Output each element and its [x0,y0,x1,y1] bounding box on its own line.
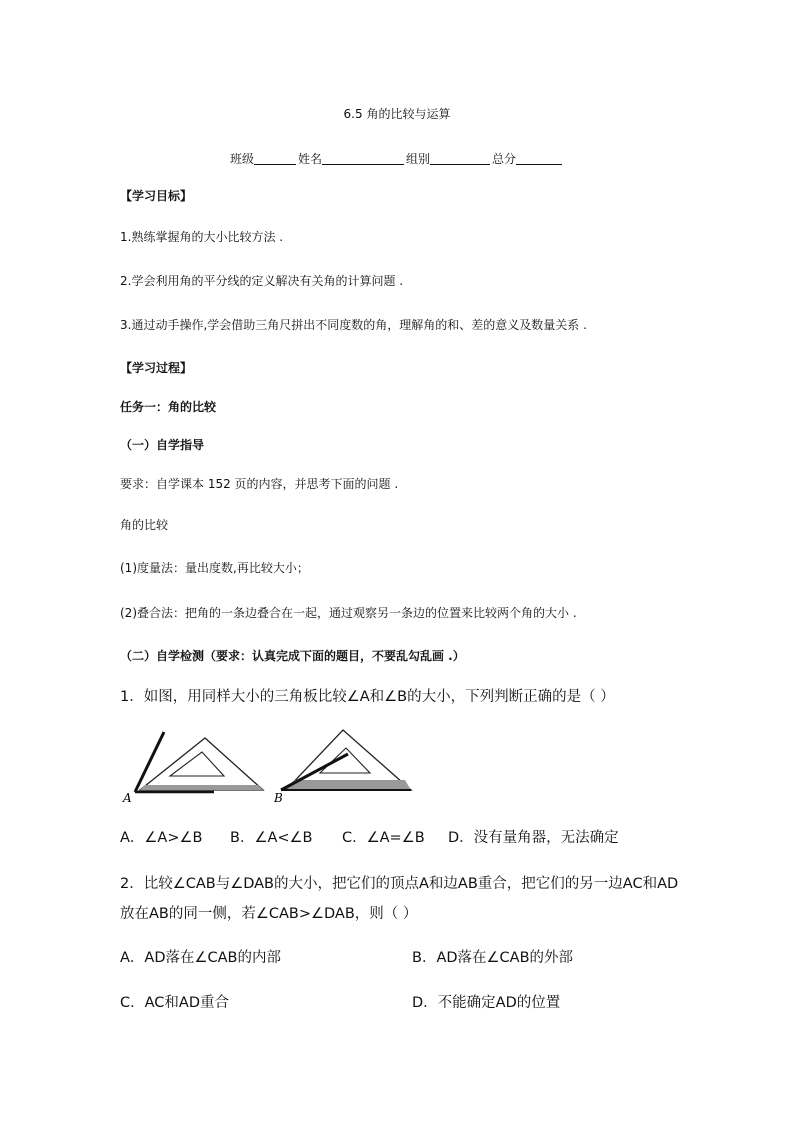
method-overlap: (2)叠合法：把角的一条边叠合在一起，通过观察另一条边的位置来比较两个角的大小 . [120,606,577,620]
q2-option-b[interactable]: B．AD落在∠CAB的外部 [412,950,574,966]
question-1: 1．如图，用同样大小的三角板比较∠A和∠B的大小，下列判断正确的是（ ） [120,689,615,705]
q2-option-a[interactable]: A．AD落在∠CAB的内部 [120,950,281,966]
q1-option-c[interactable]: C．∠A=∠B [342,830,425,846]
triangle-b [281,730,411,790]
q2-option-d[interactable]: D．不能确定AD的位置 [412,995,561,1011]
angle-compare-title: 角的比较 [120,518,169,532]
question-2-line-2: 放在AB的同一侧，若∠CAB>∠DAB，则（ ） [120,906,418,922]
q1-option-a[interactable]: A．∠A>∠B [120,830,203,846]
objectives-heading: 【学习目标】 [120,189,193,203]
triangle-ruler-figure [120,718,420,808]
q1-option-d[interactable]: D．没有量角器，无法确定 [448,830,619,846]
figure-label-b: B [274,791,283,805]
self-test-heading: （二）自学检测（要求：认真完成下面的题目，不要乱勾乱画 .） [120,649,465,663]
score-blank[interactable] [516,152,562,165]
question-2-line-1: 2．比较∠CAB与∠DAB的大小，把它们的顶点A和边AB重合，把它们的另一边AC和AD [120,876,679,892]
q1-option-b[interactable]: B．∠A<∠B [230,830,313,846]
q2-option-c[interactable]: C．AC和AD重合 [120,995,229,1011]
name-blank[interactable] [322,152,404,165]
group-blank[interactable] [430,152,490,165]
group-label: 组别 [406,152,431,166]
page-title: 6.5 角的比较与运算 [343,107,451,121]
method-measure: (1)度量法：量出度数,再比较大小； [120,561,309,575]
figure-label-a: A [123,791,132,805]
objective-2: 2.学会利用角的平分线的定义解决有关角的计算问题 . [120,274,404,288]
process-heading: 【学习过程】 [120,361,193,375]
objective-3: 3.通过动手操作,学会借助三角尺拼出不同度数的角，理解角的和、差的意义及数量关系 . [120,318,587,332]
name-label: 姓名 [297,152,322,166]
requirement-text: 要求：自学课本 152 页的内容，并思考下面的问题 . [120,477,399,491]
student-info-line [0,150,794,167]
objective-1: 1.熟练掌握角的大小比较方法 . [120,230,284,244]
self-study-guide-heading: （一）自学指导 [120,438,205,452]
task1-heading: 任务一：角的比较 [120,400,217,414]
class-label: 班级 [229,152,254,166]
triangle-a [135,732,263,792]
class-blank[interactable] [254,152,296,165]
score-label: 总分 [492,152,517,166]
